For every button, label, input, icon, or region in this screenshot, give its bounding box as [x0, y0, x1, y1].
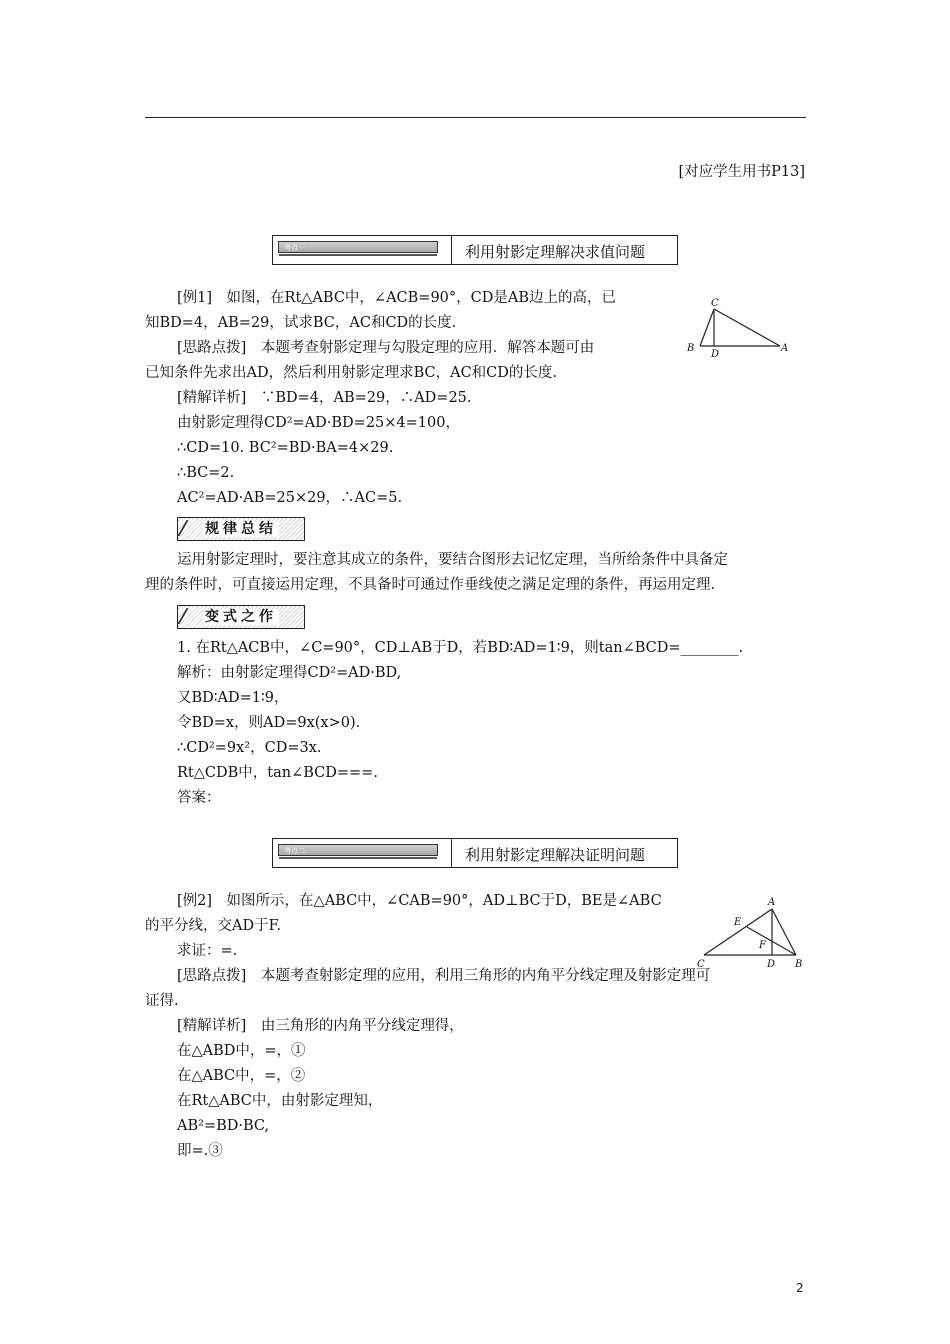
fig1-label-b: B: [687, 343, 695, 354]
example1-line-8: ∴BC=2.: [177, 465, 235, 481]
fig1-label-a: A: [781, 343, 789, 354]
fig1-label-c: C: [711, 298, 719, 309]
fig2-label-f: F: [759, 940, 766, 951]
variant-line-7: 答案：: [177, 790, 221, 806]
example2-line-4: [思路点拨] 本题考查射影定理的应用，利用三角形的内角平分线定理及射影定理可: [177, 968, 711, 984]
variant-line-2: 解析：由射影定理得CD²=AD·BD,: [177, 665, 402, 681]
section-title-2: 利用射影定理解决证明问题: [465, 846, 646, 864]
summary-badge: 规律总结: [177, 517, 305, 541]
example2-line-11: 即=.③: [177, 1143, 223, 1159]
variant-line-5: ∴CD²=9x²，CD=3x.: [177, 740, 322, 756]
example1-line-5: [精解详析] ∵BD=4，AB=29，∴AD=25.: [177, 390, 472, 406]
figure-right-triangle-abc: [682, 296, 794, 360]
example2-line-1: [例2] 如图所示，在△ABC中，∠CAB=90°，AD⊥BC于D，BE是∠ABC: [177, 893, 662, 909]
example2-line-3: 求证：=.: [177, 943, 238, 959]
fig2-label-a: A: [768, 897, 776, 908]
section-header-1: [272, 235, 678, 265]
example2-line-10: AB²=BD·BC,: [177, 1118, 270, 1134]
variant-badge: 变式之作: [177, 605, 305, 629]
figure-triangle-bisector: [692, 893, 810, 971]
example2-line-5: 证得.: [145, 993, 179, 1009]
example2-line-2: 的平分线，交AD于F.: [145, 918, 282, 934]
example2-line-9: 在Rt△ABC中，由射影定理知，: [177, 1093, 383, 1109]
variant-line-4: 令BD=x，则AD=9x(x>0).: [177, 715, 361, 731]
example1-line-4: 已知条件先求出AD，然后利用射影定理求BC，AC和CD的长度.: [145, 365, 558, 381]
section-tag-1: 考点一: [278, 241, 438, 253]
variant-line-6: Rt△CDB中，tan∠BCD===.: [177, 765, 378, 781]
fig2-label-b: B: [795, 959, 803, 970]
section-title-1: 利用射影定理解决求值问题: [465, 243, 646, 261]
fig2-label-d: D: [767, 959, 776, 970]
section-tag-2: 考点二: [278, 844, 438, 856]
example1-line-7: ∴CD=10. BC²=BD·BA=4×29.: [177, 440, 394, 456]
textbook-reference: [对应学生用书P13]: [678, 164, 805, 180]
example1-line-1: [例1] 如图，在Rt△ABC中，∠ACB=90°，CD是AB边上的高，已: [177, 290, 616, 306]
example2-line-6: [精解详析] 由三角形的内角平分线定理得，: [177, 1018, 464, 1034]
page-number: 2: [796, 1281, 804, 1295]
example2-line-8: 在△ABC中，=，②: [177, 1068, 306, 1084]
variant-line-1: 1. 在Rt△ACB中，∠C=90°，CD⊥AB于D，若BD∶AD=1∶9，则tan∠BCD=________.: [177, 640, 744, 656]
summary-line-1: 运用射影定理时，要注意其成立的条件，要结合图形去记忆定理，当所给条件中具备定: [177, 552, 728, 568]
summary-line-2: 理的条件时，可直接运用定理，不具备时可通过作垂线使之满足定理的条件，再运用定理.: [145, 577, 716, 593]
fig2-label-e: E: [734, 917, 742, 928]
fig1-label-d: D: [711, 349, 720, 360]
example1-line-2: 知BD=4，AB=29，试求BC，AC和CD的长度.: [145, 315, 457, 331]
header-rule: [145, 117, 806, 118]
example1-line-3: [思路点拨] 本题考查射影定理与勾股定理的应用．解答本题可由: [177, 340, 595, 356]
example2-line-7: 在△ABD中，=，①: [177, 1043, 306, 1059]
section-header-2: [272, 838, 678, 868]
example1-line-6: 由射影定理得CD²=AD·BD=25×4=100，: [177, 415, 460, 431]
fig2-label-c: C: [697, 959, 705, 970]
variant-line-3: 又BD∶AD=1∶9，: [177, 690, 289, 706]
example1-line-9: AC²=AD·AB=25×29，∴AC=5.: [177, 490, 403, 506]
